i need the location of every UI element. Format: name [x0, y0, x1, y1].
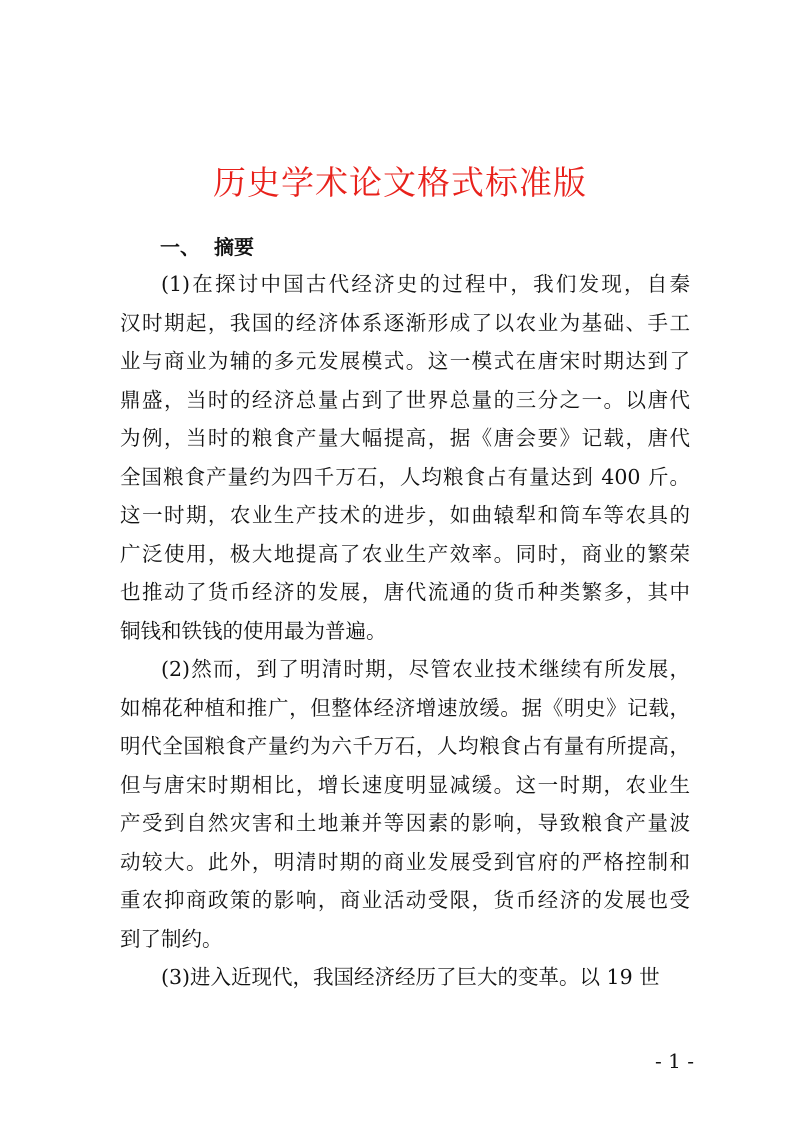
- paragraph-1: [120, 265, 690, 650]
- text-line: 产受到自然灾害和土地兼并等因素的影响，导致粮食产量波: [120, 811, 690, 835]
- text-line: 明代全国粮食产量约为六千万石，人均粮食占有量有所提高，: [120, 734, 690, 758]
- paragraph-3: [120, 958, 690, 997]
- text-line: 但与唐宋时期相比，增长速度明显减缓。这一时期，农业生: [120, 772, 690, 797]
- page-title: 历史学术论文格式标准版: [213, 163, 587, 203]
- text-line: 鼎盛，当时的经济总量占到了世界总量的三分之一。以唐代: [120, 387, 690, 412]
- text-line: 也推动了货币经济的发展，唐代流通的货币种类繁多，其中: [120, 580, 690, 604]
- page-number: - 1 -: [655, 1049, 694, 1073]
- text-line: 到了制约。: [120, 926, 223, 951]
- text-line: 汉时期起，我国的经济体系逐渐形成了以农业为基础、手工: [120, 310, 690, 335]
- text-line: 重农抑商政策的影响，商业活动受限，货币经济的发展也受: [120, 888, 690, 912]
- paragraph-2: [120, 650, 690, 958]
- text-line: 广泛使用，极大地提高了农业生产效率。同时，商业的繁荣: [120, 541, 690, 566]
- text-line: 如棉花种植和推广，但整体经济增速放缓。据《明史》记载，: [120, 695, 690, 720]
- text-line: 全国粮食产量约为四千万石，人均粮食占有量达到 400 斤。: [120, 464, 690, 489]
- text-line: 为例，当时的粮食产量大幅提高，据《唐会要》记载，唐代: [120, 426, 690, 450]
- text-line: (2)然而，到了明清时期，尽管农业技术继续有所发展，: [161, 657, 690, 681]
- text-line: (3)进入近现代，我国经济经历了巨大的变革。以 19 世: [161, 965, 660, 989]
- text-line: (1)在探讨中国古代经济史的过程中，我们发现，自秦: [161, 272, 690, 296]
- text-line: 这一时期，农业生产技术的进步，如曲辕犁和筒车等农具的: [120, 503, 690, 527]
- section-title: 摘要: [214, 235, 254, 259]
- section-heading: [160, 233, 254, 261]
- text-line: 动较大。此外，明清时期的商业发展受到官府的严格控制和: [120, 849, 690, 874]
- section-number: 一、: [160, 235, 200, 259]
- text-line: 铜钱和铁钱的使用最为普遍。: [120, 618, 387, 643]
- text-line: 业与商业为辅的多元发展模式。这一模式在唐宋时期达到了: [120, 349, 690, 373]
- body-text: [120, 265, 690, 997]
